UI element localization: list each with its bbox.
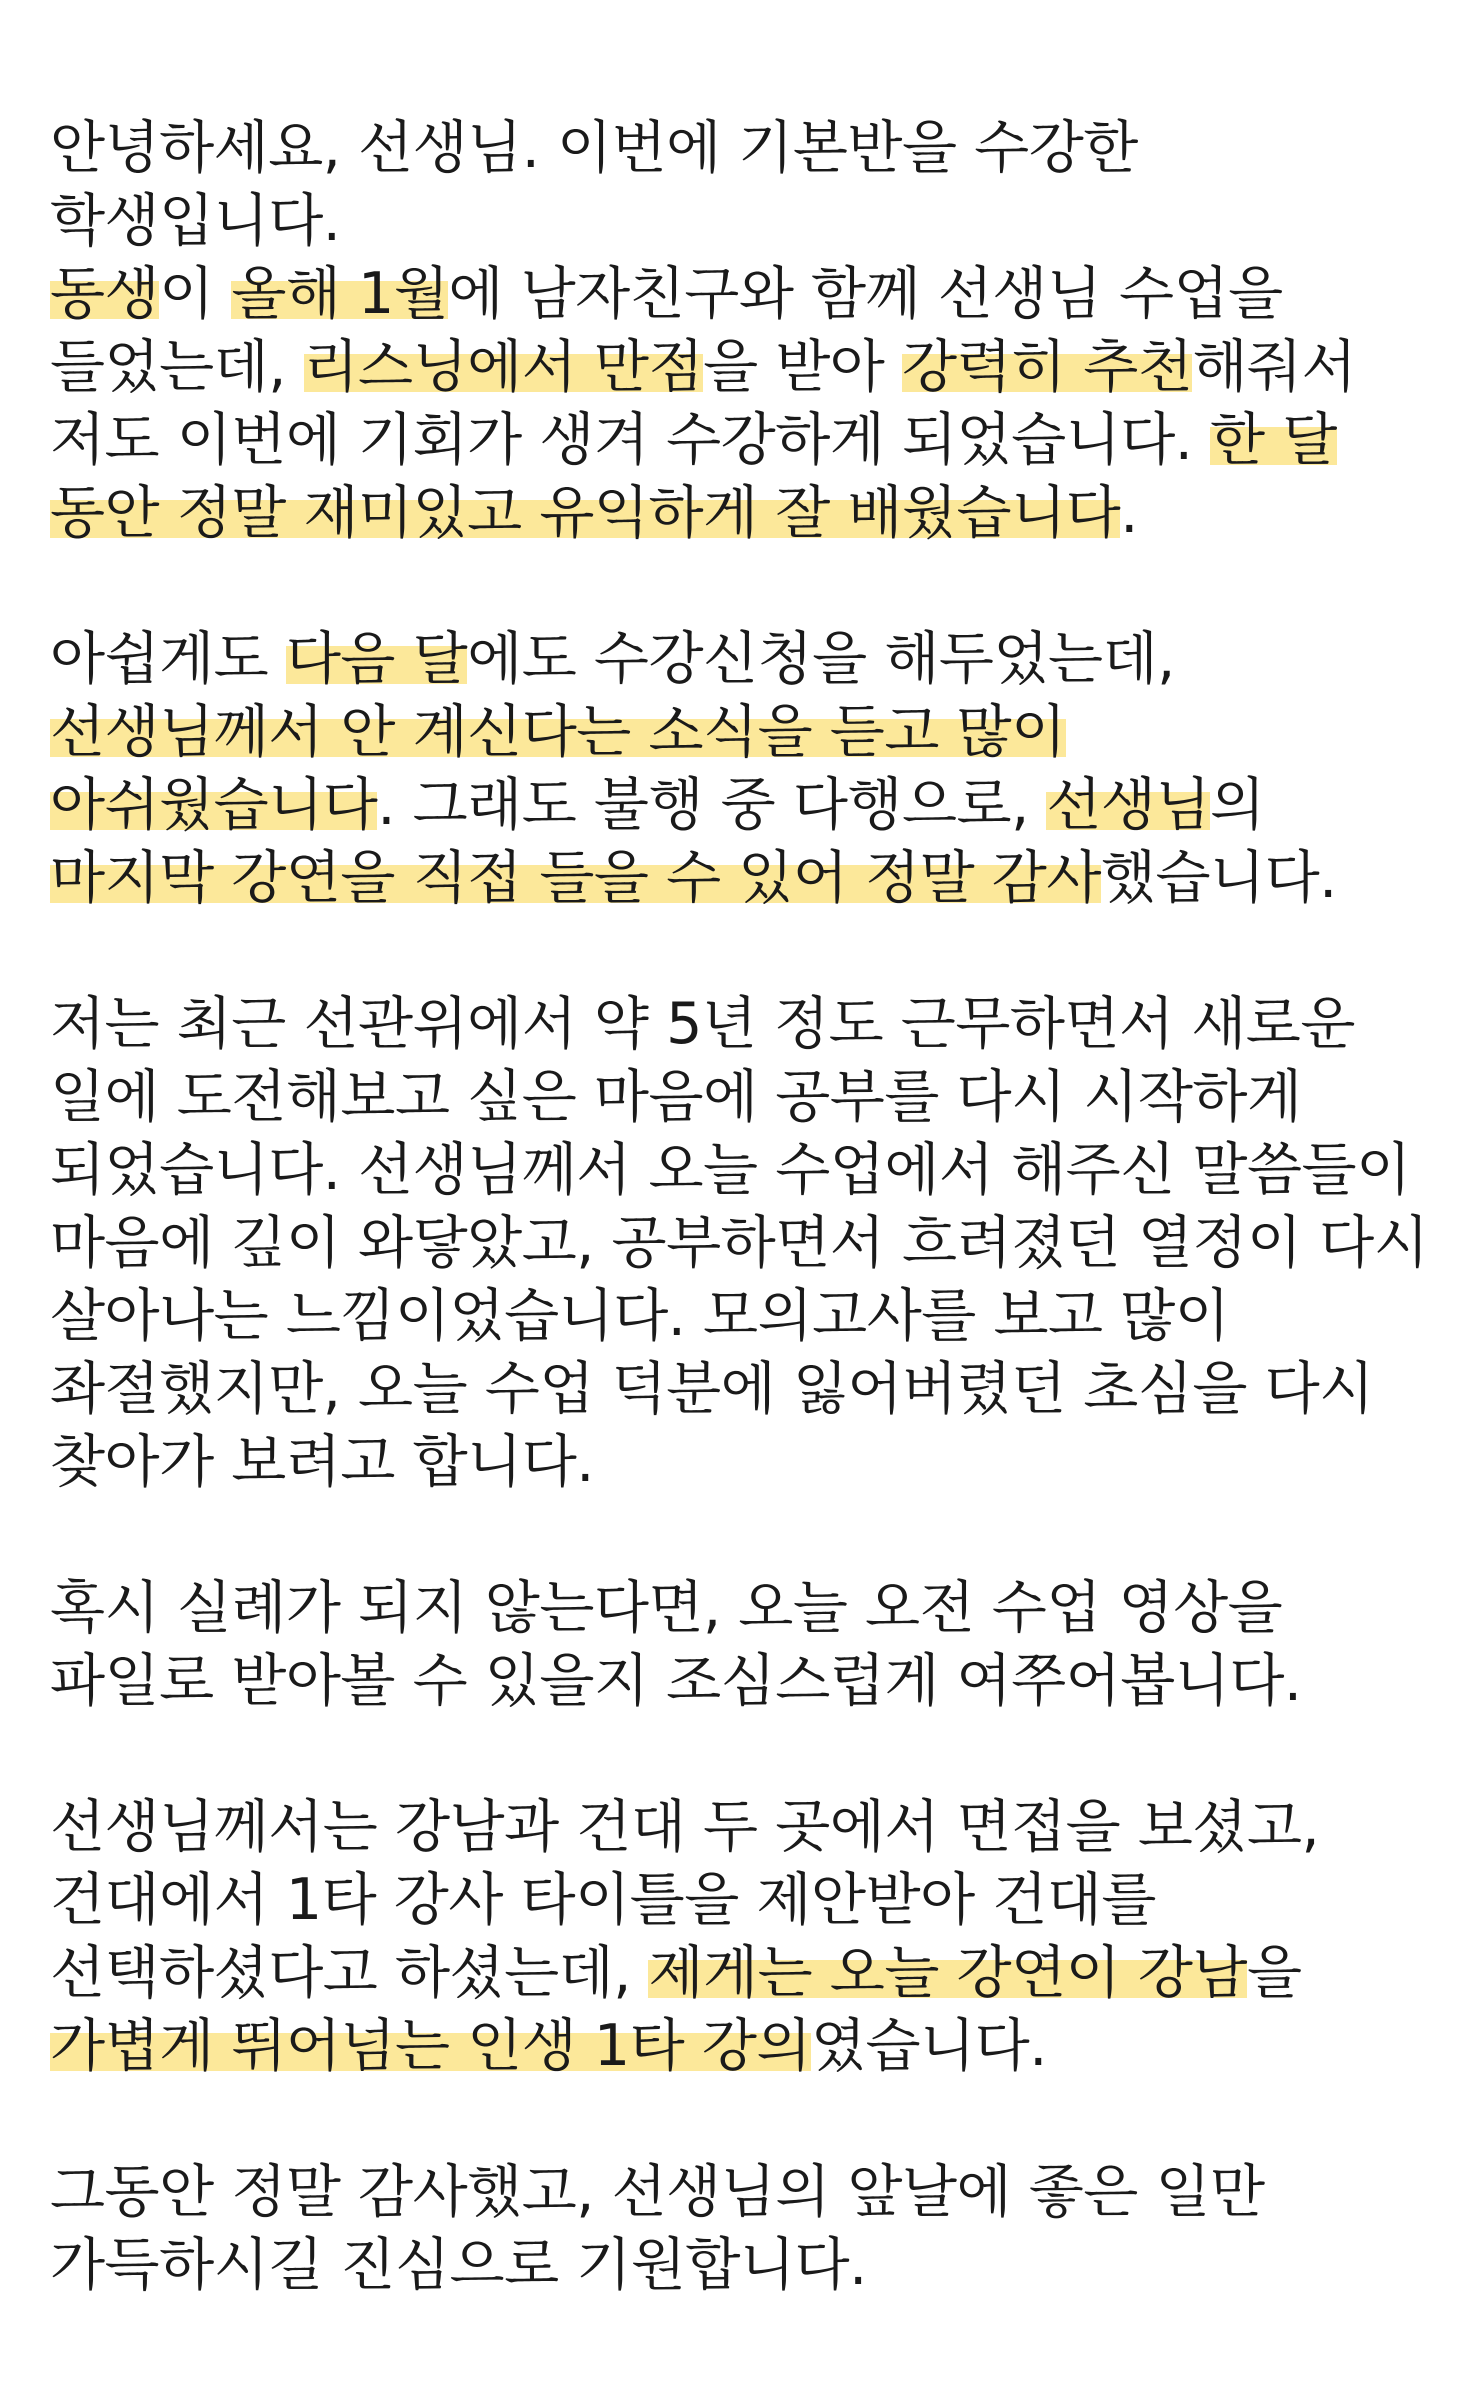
text-run: 해줘서 bbox=[1192, 334, 1357, 400]
paragraph bbox=[50, 1791, 1450, 2083]
paragraph bbox=[50, 1572, 1450, 1718]
text-run: . 그래도 불행 중 다행으로, bbox=[377, 772, 1047, 838]
text-line bbox=[50, 1134, 1450, 1207]
text-run: 저도 이번에 기회가 생겨 수강하게 되었습니다. bbox=[50, 407, 1211, 473]
highlighted-text: 리스닝에서 만점 bbox=[303, 334, 704, 400]
text-run: 을 받아 bbox=[703, 334, 902, 400]
text-line bbox=[50, 623, 1450, 696]
text-line bbox=[50, 2156, 1450, 2229]
text-line bbox=[50, 1426, 1450, 1499]
highlighted-text: 강력히 추천 bbox=[902, 334, 1193, 400]
text-run: 건대에서 1타 강사 타이틀을 제안받아 건대를 bbox=[50, 1867, 1156, 1933]
text-run: 했습니다. bbox=[1100, 845, 1337, 911]
text-line bbox=[50, 331, 1450, 404]
highlighted-text: 다음 달 bbox=[285, 626, 468, 692]
text-run: 에 남자친구와 함께 선생님 수업을 bbox=[448, 261, 1283, 327]
text-run: 의 bbox=[1210, 772, 1265, 838]
text-run: 안녕하세요, 선생님. 이번에 기본반을 수강한 bbox=[50, 115, 1138, 181]
paragraph bbox=[50, 623, 1450, 915]
text-line bbox=[50, 1645, 1450, 1718]
text-run: 일에 도전해보고 싶은 마음에 공부를 다시 시작하게 bbox=[50, 1064, 1302, 1130]
text-line bbox=[50, 1791, 1450, 1864]
text-line bbox=[50, 1572, 1450, 1645]
text-run: 가득하시길 진심으로 기원합니다. bbox=[50, 2232, 867, 2298]
text-run: 살아나는 느낌이었습니다. 모의고사를 보고 많이 bbox=[50, 1283, 1230, 1349]
text-run: 들었는데, bbox=[50, 334, 304, 400]
text-run: 선택하셨다고 하셨는데, bbox=[50, 1940, 649, 2006]
text-run: 였습니다. bbox=[810, 2013, 1047, 2079]
text-line bbox=[50, 2229, 1450, 2302]
highlighted-text: 아쉬웠습니다 bbox=[50, 772, 378, 838]
highlighted-text: 선생님 bbox=[1046, 772, 1211, 838]
paragraph bbox=[50, 2156, 1450, 2302]
text-run: 이 bbox=[159, 261, 232, 327]
text-run: 파일로 받아볼 수 있을지 조심스럽게 여쭈어봅니다. bbox=[50, 1648, 1302, 1714]
highlighted-text: 올해 1월 bbox=[231, 261, 449, 327]
text-line bbox=[50, 769, 1450, 842]
highlighted-text: 마지막 강연을 직접 들을 수 있어 정말 감사 bbox=[50, 845, 1101, 911]
text-run: 찾아가 보려고 합니다. bbox=[50, 1429, 594, 1495]
text-line bbox=[50, 1864, 1450, 1937]
text-run: 혹시 실례가 되지 않는다면, 오늘 오전 수업 영상을 bbox=[50, 1575, 1283, 1641]
text-line bbox=[50, 988, 1450, 1061]
highlighted-text: 가볍게 뛰어넘는 인생 1타 강의 bbox=[50, 2013, 811, 2079]
text-line bbox=[50, 477, 1450, 550]
highlighted-text: 한 달 bbox=[1210, 407, 1337, 473]
text-run: 좌절했지만, 오늘 수업 덕분에 잃어버렸던 초심을 다시 bbox=[50, 1356, 1374, 1422]
text-run: 을 bbox=[1246, 1940, 1302, 2006]
text-line bbox=[50, 1937, 1450, 2010]
text-line bbox=[50, 1207, 1450, 1280]
text-line bbox=[50, 258, 1450, 331]
text-run: 에도 수강신청을 해두었는데, bbox=[467, 626, 1175, 692]
text-line bbox=[50, 112, 1450, 185]
highlighted-text: 동안 정말 재미있고 유익하게 잘 배웠습니다 bbox=[50, 480, 1121, 546]
text-line bbox=[50, 1353, 1450, 1426]
text-line bbox=[50, 2010, 1450, 2083]
text-run: 그동안 정말 감사했고, 선생님의 앞날에 좋은 일만 bbox=[50, 2159, 1265, 2225]
text-run: 아쉽게도 bbox=[50, 626, 286, 692]
text-line bbox=[50, 185, 1450, 258]
text-run: 선생님께서는 강남과 건대 두 곳에서 면접을 보셨고, bbox=[50, 1794, 1320, 1860]
text-line bbox=[50, 842, 1450, 915]
text-line bbox=[50, 1061, 1450, 1134]
highlighted-text: 동생 bbox=[50, 261, 160, 327]
text-line bbox=[50, 696, 1450, 769]
message-body bbox=[50, 112, 1450, 2375]
text-line bbox=[50, 1280, 1450, 1353]
highlighted-text: 제게는 오늘 강연이 강남 bbox=[648, 1940, 1247, 2006]
text-run: 마음에 깊이 와닿았고, 공부하면서 흐려졌던 열정이 다시 bbox=[50, 1210, 1429, 1276]
text-run: . bbox=[1120, 480, 1138, 546]
highlighted-text: 선생님께서 안 계신다는 소식을 듣고 많이 bbox=[50, 699, 1066, 765]
text-line bbox=[50, 404, 1450, 477]
paragraph bbox=[50, 112, 1450, 550]
text-run: 저는 최근 선관위에서 약 5년 정도 근무하면서 새로운 bbox=[50, 991, 1355, 1057]
text-run: 되었습니다. 선생님께서 오늘 수업에서 해주신 말씀들이 bbox=[50, 1137, 1411, 1203]
text-run: 학생입니다. bbox=[50, 188, 341, 254]
paragraph bbox=[50, 988, 1450, 1499]
